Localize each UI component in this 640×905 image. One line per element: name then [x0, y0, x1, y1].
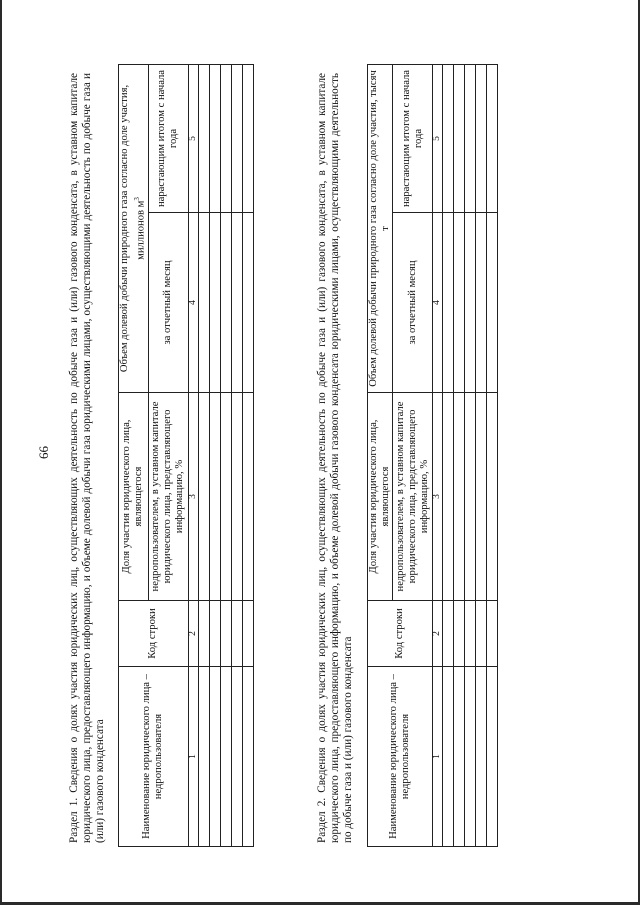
header-share-group: Доля участия юридического лица, являющегося: [368, 393, 393, 601]
header-share-group: Доля участия юридического лица, являющегося: [119, 393, 149, 601]
table-cell[interactable]: [209, 667, 220, 847]
table-cell[interactable]: [443, 667, 454, 847]
table-cell[interactable]: [242, 667, 253, 847]
table-cell[interactable]: [465, 667, 476, 847]
header-name: Наименование юридического лица – недропользователя: [368, 667, 433, 847]
table-cell[interactable]: [465, 213, 476, 393]
col-number: 4: [433, 213, 443, 393]
table-cell[interactable]: [209, 393, 220, 601]
page-number: 66: [36, 446, 51, 459]
table-cell[interactable]: [454, 65, 465, 213]
table-cell[interactable]: [476, 65, 487, 213]
table-row: [476, 65, 487, 847]
table-row: [454, 65, 465, 847]
table-cell[interactable]: [242, 65, 253, 213]
header-volume-group: [119, 65, 149, 393]
table-cell[interactable]: [220, 601, 231, 667]
table-cell[interactable]: [476, 601, 487, 667]
table-cell[interactable]: [209, 601, 220, 667]
table-cell[interactable]: [242, 601, 253, 667]
header-ytd: нарастающим итогом с начала года: [393, 65, 433, 213]
table-cell[interactable]: [487, 393, 498, 601]
table-cell[interactable]: [454, 393, 465, 601]
table-cell[interactable]: [209, 65, 220, 213]
col-number: 1: [188, 667, 198, 847]
table-row: [198, 65, 209, 847]
header-share: недропользователем, в уставном капитале юридического лица, представляющего информацию, %: [148, 393, 188, 601]
header-ytd: нарастающим итогом с начала года: [148, 65, 188, 213]
table-row: [443, 65, 454, 847]
table-cell[interactable]: [220, 213, 231, 393]
col-number: 5: [433, 65, 443, 213]
table-cell[interactable]: [476, 667, 487, 847]
section-2-table: [367, 64, 498, 847]
table-cell[interactable]: [231, 213, 242, 393]
table-row: [231, 65, 242, 847]
header-month: за отчетный месяц: [148, 213, 188, 393]
table-row: [220, 65, 231, 847]
col-number: 1: [433, 667, 443, 847]
table-cell[interactable]: [220, 393, 231, 601]
table-cell[interactable]: [443, 213, 454, 393]
table-cell[interactable]: [198, 65, 209, 213]
table-cell[interactable]: [487, 667, 498, 847]
section-1-table: [118, 64, 254, 847]
table-cell[interactable]: [487, 601, 498, 667]
col-number: 2: [433, 601, 443, 667]
header-share: недропользователем, в уставном капитале юридического лица, представляющего информацию, %: [393, 393, 433, 601]
table-cell[interactable]: [487, 65, 498, 213]
table-cell[interactable]: [465, 65, 476, 213]
table-row: [465, 65, 476, 847]
table-cell[interactable]: [198, 393, 209, 601]
col-number: 3: [188, 393, 198, 601]
table-cell[interactable]: [476, 213, 487, 393]
table-cell[interactable]: [487, 213, 498, 393]
col-number: 5: [188, 65, 198, 213]
table-cell[interactable]: [454, 213, 465, 393]
header-name: Наименование юридического лица – недропользователя: [119, 667, 189, 847]
table-cell[interactable]: [242, 393, 253, 601]
table-cell[interactable]: [198, 213, 209, 393]
table-cell[interactable]: [454, 601, 465, 667]
table-cell[interactable]: [443, 393, 454, 601]
table-row: [242, 65, 253, 847]
table-cell[interactable]: [242, 213, 253, 393]
header-volume-sup: 3: [133, 197, 141, 201]
header-volume-text: Объем долевой добычи природного газа согласно доле участия, миллионов м: [119, 84, 147, 373]
table-cell[interactable]: [198, 667, 209, 847]
section-1-heading: Раздел 1. Сведения о долях участия юридических лиц, осуществляющих деятельность по добыче газа и (или) газового конденсата, в уставном капитале юридического лица, предоставляющего информацию, и объеме долевой добычи газа юридическими лицами, осуществляющими деятельность по добыче газа и (или) газового конденсата: [68, 73, 107, 843]
table-cell[interactable]: [231, 393, 242, 601]
table-cell[interactable]: [198, 601, 209, 667]
table-cell[interactable]: [443, 65, 454, 213]
table-cell[interactable]: [231, 667, 242, 847]
table-cell[interactable]: [465, 601, 476, 667]
table-cell[interactable]: [443, 601, 454, 667]
table-cell[interactable]: [454, 667, 465, 847]
table-cell[interactable]: [476, 393, 487, 601]
col-number: 4: [188, 213, 198, 393]
col-number: 2: [188, 601, 198, 667]
table-cell[interactable]: [465, 393, 476, 601]
table-cell[interactable]: [231, 65, 242, 213]
header-code: Код строки: [119, 601, 189, 667]
table-row: [487, 65, 498, 847]
header-month: за отчетный месяц: [393, 213, 433, 393]
table-cell[interactable]: [220, 667, 231, 847]
table-row: [209, 65, 220, 847]
section-2-heading: Раздел 2. Сведения о долях участия юридических лиц, осуществляющих деятельность по добыче газа и (или) газового конденсата, в уставном капитале юридического лица, предоставляющего информацию, и объеме долевой добычи газового конденсата юридическими лицами, осуществляющими деятельность по добыче газа и (или) газового конденсата: [316, 73, 355, 843]
header-volume-group: Объем долевой добычи природного газа согласно доле участия, тысяч т: [368, 65, 393, 393]
table-cell[interactable]: [220, 65, 231, 213]
table-cell[interactable]: [231, 601, 242, 667]
header-code: Код строки: [368, 601, 433, 667]
table-cell[interactable]: [209, 213, 220, 393]
col-number: 3: [433, 393, 443, 601]
